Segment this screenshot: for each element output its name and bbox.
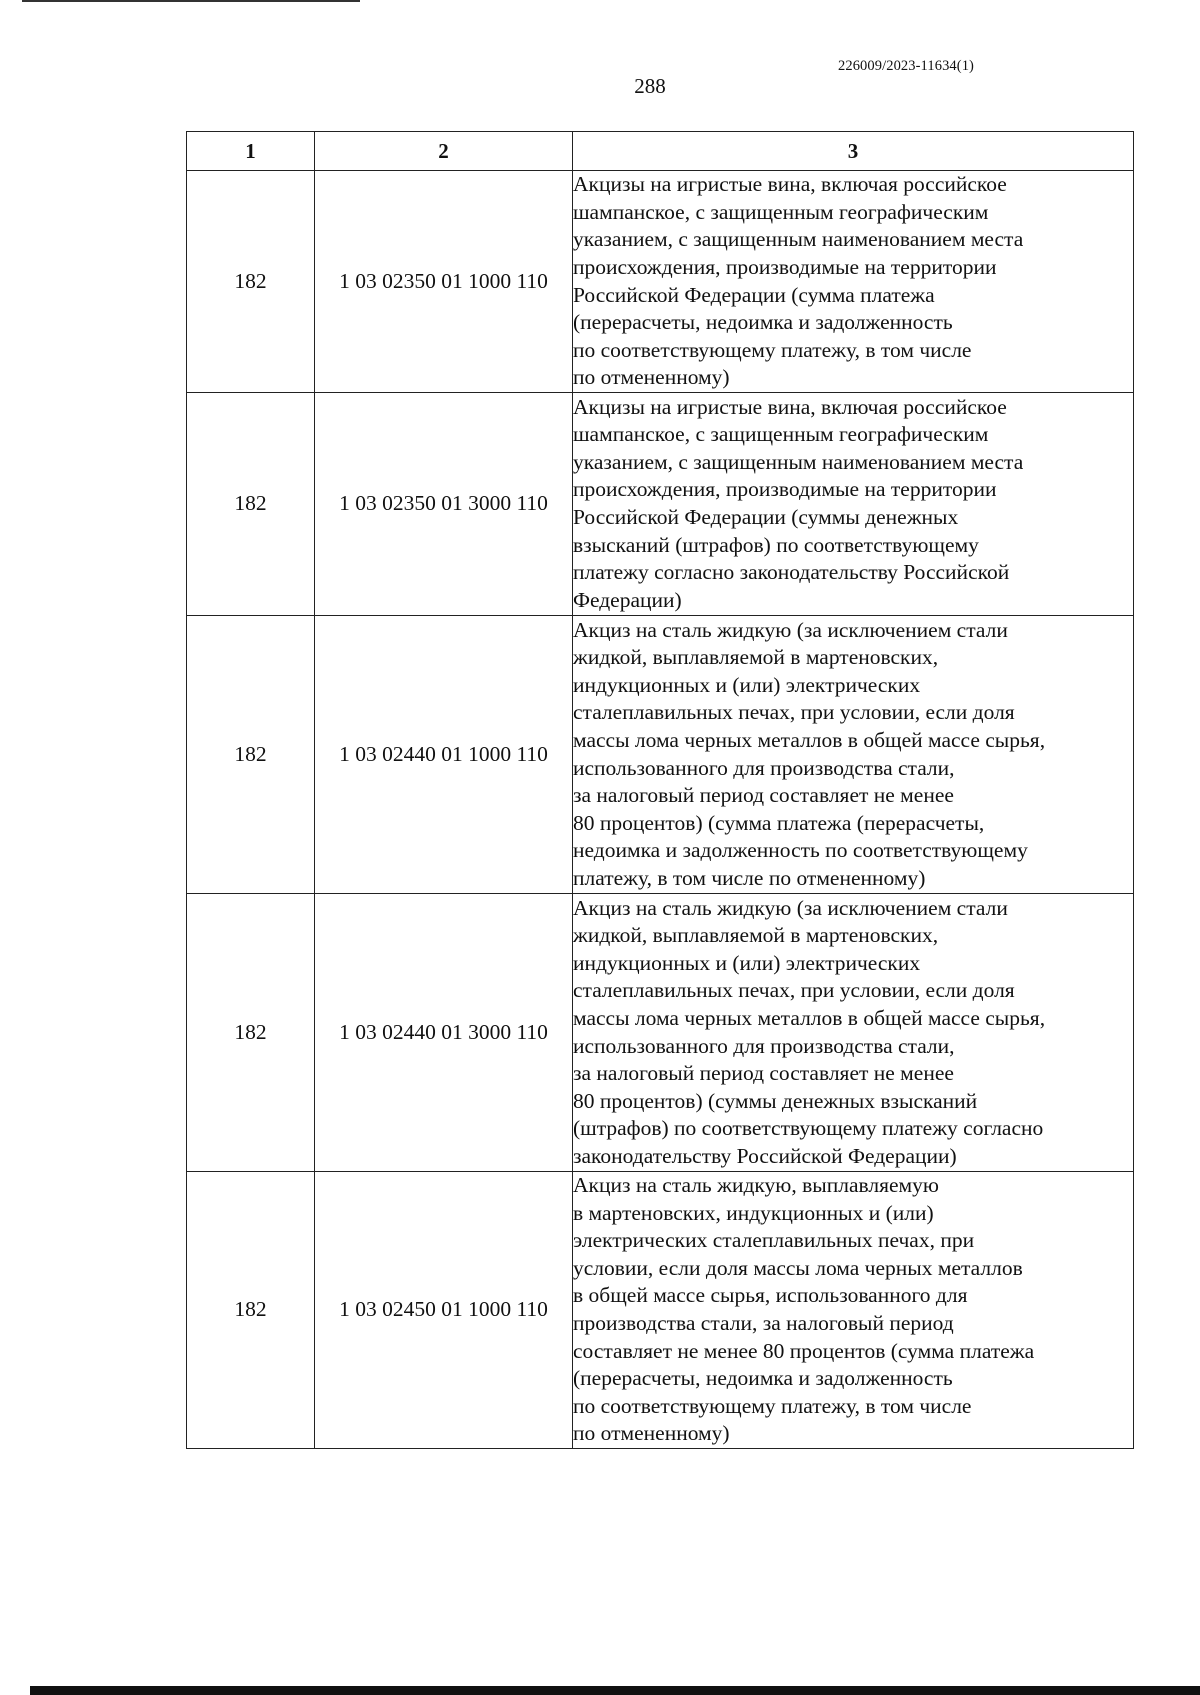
kbk-code-cell: 1 03 02350 01 3000 110 — [315, 393, 573, 616]
description-line: указанием, с защищенным наименованием места — [573, 227, 1024, 252]
description-line: сталеплавильных печах, при условии, если доля — [573, 700, 1015, 725]
column-header-1: 1 — [187, 132, 315, 171]
admin-code-cell: 182 — [187, 616, 315, 894]
description-line: недоимка и задолженность по соответствующему — [573, 838, 1028, 863]
kbk-code-cell: 1 03 02440 01 1000 110 — [315, 616, 573, 894]
description-line: электрических сталеплавильных печах, при — [573, 1228, 975, 1253]
description-line: шампанское, с защищенным географическим — [573, 422, 989, 447]
description-line: законодательству Российской Федерации) — [573, 1143, 957, 1168]
description-cell — [573, 616, 1134, 894]
description-line: Акциз на сталь жидкую, выплавляемую — [573, 1173, 939, 1197]
description-line: производства стали, за налоговый период — [573, 1310, 954, 1335]
description-line: шампанское, с защищенным географическим — [573, 199, 989, 224]
table-row — [187, 894, 1134, 1172]
description-line: происхождения, производимые на территории — [573, 254, 997, 279]
table-row — [187, 1172, 1134, 1449]
admin-code-cell: 182 — [187, 894, 315, 1172]
description-line: за налоговый период составляет не менее — [573, 783, 954, 808]
description-line: индукционных и (или) электрических — [573, 950, 921, 975]
budget-codes-table — [186, 131, 1134, 1449]
description-line: по отмененному) — [573, 1421, 730, 1446]
description-cell — [573, 894, 1134, 1172]
description-line: условии, если доля массы лома черных металлов — [573, 1255, 1023, 1280]
kbk-code-cell: 1 03 02440 01 3000 110 — [315, 894, 573, 1172]
description-line: Акцизы на игристые вина, включая российское — [573, 394, 1007, 419]
description-line: платежу, в том числе по отмененному) — [573, 865, 926, 890]
description-line: взысканий (штрафов) по соответствующему — [573, 532, 979, 557]
description-line: Российской Федерации (суммы денежных — [573, 505, 959, 529]
description-line: Российской Федерации (сумма платежа — [573, 282, 935, 307]
description-line: Акциз на сталь жидкую (за исключением стали — [573, 617, 1008, 642]
description-line: (перерасчеты, недоимка и задолженность — [573, 310, 953, 335]
kbk-code-cell: 1 03 02450 01 1000 110 — [315, 1172, 573, 1449]
description-line: индукционных и (или) электрических — [573, 672, 921, 697]
description-line: платежу согласно законодательству Российской — [573, 560, 1010, 585]
description-line: в мартеновских, индукционных и (или) — [573, 1200, 934, 1225]
kbk-code-cell: 1 03 02350 01 1000 110 — [315, 171, 573, 393]
description-line: в общей массе сырья, использованного для — [573, 1283, 968, 1308]
document-number: 226009/2023-11634(1) — [838, 58, 974, 74]
description-line: (штрафов) по соответствующему платежу согласно — [573, 1116, 1044, 1141]
description-line: по соответствующему платежу, в том числе — [573, 1393, 972, 1418]
description-cell — [573, 171, 1134, 393]
description-cell — [573, 393, 1134, 616]
description-line: Акциз на сталь жидкую (за исключением стали — [573, 895, 1008, 920]
description-line: массы лома черных металлов в общей массе сырья, — [573, 727, 1046, 752]
admin-code-cell: 182 — [187, 171, 315, 393]
description-line: по соответствующему платежу, в том числе — [573, 337, 972, 362]
description-line: происхождения, производимые на территории — [573, 477, 997, 502]
description-line: сталеплавильных печах, при условии, если доля — [573, 978, 1015, 1003]
top-scan-line — [22, 0, 360, 2]
description-line: жидкой, выплавляемой в мартеновских, — [573, 923, 939, 948]
description-line: 80 процентов) (суммы денежных взысканий — [573, 1088, 978, 1113]
description-line: использованного для производства стали, — [573, 755, 955, 780]
bottom-scan-edge — [30, 1686, 1200, 1695]
table-row — [187, 616, 1134, 894]
table-row — [187, 171, 1134, 393]
description-line: за налоговый период составляет не менее — [573, 1061, 954, 1086]
description-cell — [573, 1172, 1134, 1449]
description-line: (перерасчеты, недоимка и задолженность — [573, 1366, 953, 1391]
description-line: Акцизы на игристые вина, включая российское — [573, 172, 1007, 197]
description-line: указанием, с защищенным наименованием места — [573, 449, 1024, 474]
description-line: использованного для производства стали, — [573, 1033, 955, 1058]
column-header-3: 3 — [573, 132, 1134, 171]
description-line: Федерации) — [573, 587, 682, 612]
description-line: 80 процентов) (сумма платежа (перерасчеты, — [573, 810, 985, 835]
table-header-row — [187, 132, 1134, 171]
column-header-2: 2 — [315, 132, 573, 171]
description-line: массы лома черных металлов в общей массе сырья, — [573, 1005, 1046, 1030]
description-line: составляет не менее 80 процентов (сумма платежа — [573, 1338, 1035, 1363]
description-line: по отмененному) — [573, 365, 730, 390]
admin-code-cell: 182 — [187, 1172, 315, 1449]
description-line: жидкой, выплавляемой в мартеновских, — [573, 645, 939, 670]
page-number: 288 — [634, 74, 666, 98]
table-row — [187, 393, 1134, 616]
admin-code-cell: 182 — [187, 393, 315, 616]
